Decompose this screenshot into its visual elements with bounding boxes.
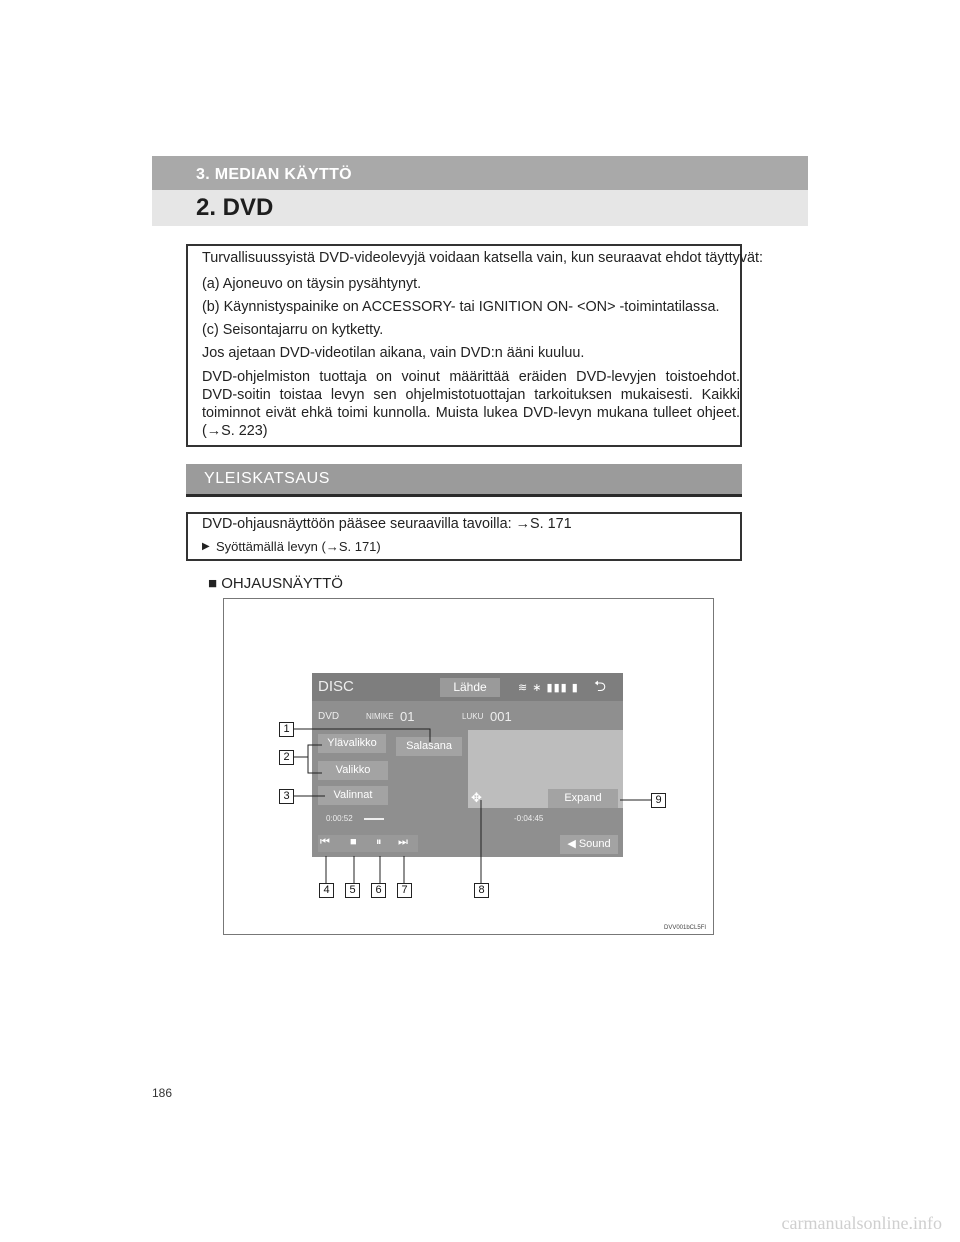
chapter-label: LUKU [462, 712, 484, 721]
screen-mode-label: DISC [318, 678, 354, 695]
figure-code: DVV001bCL5FI [664, 925, 707, 931]
notice-line: toiminnot eivät ehkä toimi kunnolla. Muista lukea DVD-levyn mukana tulleet ohjeet. [202, 405, 740, 421]
callout-9: 9 [651, 793, 666, 808]
previous-icon[interactable]: ⏮ [320, 836, 330, 848]
top-menu-button[interactable]: Ylävalikko [318, 734, 386, 753]
callout-5: 5 [345, 883, 360, 898]
notice-line: (b) Käynnistyspainike on ACCESSORY- tai IGNITION ON- <ON> -toimintatilassa. [202, 299, 720, 315]
notice-line: Turvallisuussyistä DVD-videolevyjä voidaan katsella vain, kun seuraavat ehdot täyttyvät: [202, 250, 763, 266]
page-title: 2. DVD [196, 194, 274, 221]
menu-button[interactable]: Valikko [318, 761, 388, 780]
notice-line: DVD-ohjelmiston tuottaja on voinut määrittää eräiden DVD-levyjen toistoehdot. [202, 369, 740, 385]
callout-6: 6 [371, 883, 386, 898]
speaker-icon: ◀ [567, 838, 579, 850]
watermark: carmanualsonline.info [781, 1213, 942, 1233]
sound-label: Sound [578, 838, 611, 850]
overview-heading-text: YLEISKATSAUS [204, 470, 331, 487]
overview-bullet: Syöttämällä levyn (→S. 171) [216, 539, 381, 554]
callout-4: 4 [319, 883, 334, 898]
section-title: 3. MEDIAN KÄYTTÖ [196, 166, 352, 183]
pause-icon[interactable]: ⏸ [376, 836, 382, 848]
callout-3: 3 [279, 789, 294, 804]
remaining-time: -0:04:45 [514, 814, 544, 823]
back-icon[interactable]: ⮌ [594, 678, 607, 695]
title-label: NIMIKE [366, 712, 394, 721]
bullet-arrow-icon: ▶ [202, 541, 210, 552]
callout-1: 1 [279, 722, 294, 737]
callout-8: 8 [474, 883, 489, 898]
title-value: 01 [400, 709, 415, 724]
next-icon[interactable]: ⏭ [398, 836, 408, 848]
password-button[interactable]: Salasana [396, 737, 462, 756]
source-button[interactable]: Lähde [440, 678, 500, 697]
move-icon[interactable]: ✥ [471, 790, 482, 805]
chapter-value: 001 [490, 709, 512, 724]
stop-icon[interactable]: ■ [350, 836, 357, 848]
elapsed-time: 0:00:52 [326, 814, 353, 823]
notice-line: DVD-soitin toistaa levyn sen ohjelmistotuottajan tarkoituksen mukaisesti. Kaikki [202, 387, 740, 403]
expand-button[interactable]: Expand [548, 789, 618, 808]
options-button[interactable]: Valinnat [318, 786, 388, 805]
callout-2: 2 [279, 750, 294, 765]
notice-line: (→S. 223) [202, 423, 268, 439]
status-icons: ≋ ∗ ▮▮▮ ▮ [518, 682, 579, 694]
page-number: 186 [152, 1086, 173, 1100]
callout-7: 7 [397, 883, 412, 898]
notice-line: (a) Ajoneuvo on täysin pysähtynyt. [202, 276, 422, 292]
dvd-label: DVD [318, 711, 340, 722]
overview-line: DVD-ohjausnäyttöön pääsee seuraavilla tavoilla: →S. 171 [202, 516, 572, 532]
notice-line: (c) Seisontajarru on kytketty. [202, 322, 384, 338]
subsection-title: ■ OHJAUSNÄYTTÖ [208, 575, 343, 592]
notice-line: Jos ajetaan DVD-videotilan aikana, vain DVD:n ääni kuuluu. [202, 345, 585, 361]
